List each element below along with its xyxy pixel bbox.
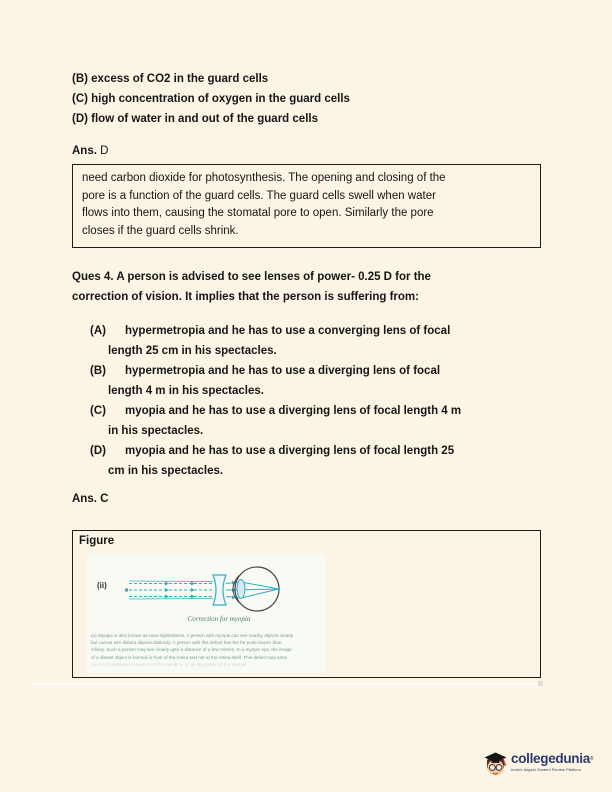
explanation-line: pore is a function of the guard cells. The guard cells swell when water bbox=[82, 189, 436, 202]
q4-option-a-text: hypermetropia and he has to use a converging lens of focal bbox=[125, 325, 451, 337]
q3-answer-line bbox=[72, 145, 108, 157]
incident-light-rays bbox=[129, 584, 213, 597]
q4-option-d-label: (D) bbox=[90, 445, 106, 457]
registered-mark: ® bbox=[589, 756, 594, 762]
question4-title bbox=[72, 267, 431, 307]
q4-option-d bbox=[72, 441, 461, 481]
figure-description-line: infinity. Such a person may see clearly upto a distance of a few metres. In a myopic eye, the image bbox=[91, 647, 292, 653]
q4-option-c bbox=[72, 401, 461, 441]
retina-focus-point bbox=[278, 588, 280, 590]
brand-name: collegedunia bbox=[511, 751, 590, 766]
q4-option-d-text: myopia and he has to use a diverging lens of focal length 25 bbox=[125, 445, 455, 457]
q4-option-b bbox=[72, 361, 461, 401]
explanation-line: closes if the guard cells shrink. bbox=[82, 224, 239, 237]
question3-options bbox=[72, 69, 350, 129]
eye-lens bbox=[237, 580, 245, 599]
page-separator-artifact bbox=[538, 681, 543, 686]
concave-lens bbox=[213, 575, 226, 605]
q4-option-c-label: (C) bbox=[90, 405, 106, 417]
q4-option-c-text2: in his spectacles. bbox=[108, 425, 204, 437]
q4-option-b-text: hypermetropia and he has to use a diverging lens of focal bbox=[125, 365, 441, 377]
q3-option-d: (D) flow of water in and out of the guard cells bbox=[72, 113, 318, 125]
myopia-correction-diagram bbox=[119, 562, 319, 622]
figure-description bbox=[91, 632, 323, 668]
object-point bbox=[125, 589, 128, 592]
collegedunia-mascot-icon bbox=[483, 749, 508, 779]
q4-option-b-text2: length 4 m in his spectacles. bbox=[108, 385, 264, 397]
q3-answer-label: Ans. bbox=[72, 145, 97, 157]
figure-description-line: (a) Myopia is also known as near-sightedness. A person with myopia can see nearby objects clearly bbox=[91, 633, 294, 638]
q4-option-b-label: (B) bbox=[90, 365, 106, 377]
q3-option-c: (C) high concentration of oxygen in the guard cells bbox=[72, 93, 350, 105]
figure-item-label: (ii) bbox=[97, 581, 107, 590]
page-separator-line bbox=[30, 683, 545, 685]
figure-caption: Correction for myopia bbox=[187, 615, 251, 623]
q4-answer-label: Ans. bbox=[72, 493, 97, 505]
figure-label: Figure bbox=[79, 535, 115, 547]
explanation-line: need carbon dioxide for photosynthesis. The opening and closing of the bbox=[82, 172, 446, 184]
q4-option-d-text2: cm in his spectacles. bbox=[108, 465, 224, 477]
figure-description-line: but cannot see distant objects distinctly. A person with this defect has the far point nearer than bbox=[91, 640, 282, 646]
collegedunia-logo bbox=[483, 749, 593, 779]
q4-title-line2: correction of vision. It implies that the person is suffering from: bbox=[72, 291, 419, 303]
q4-option-a-text2: length 25 cm in his spectacles. bbox=[108, 345, 277, 357]
figure-description-line: of a distant object is formed in front of the retina and not at the retina itself. This defect may arise bbox=[91, 654, 288, 660]
figure-image bbox=[87, 554, 325, 673]
q3-option-b: (B) excess of CO2 in the guard cells bbox=[72, 73, 269, 85]
q4-answer-line bbox=[72, 493, 108, 505]
question4-options bbox=[72, 321, 461, 481]
explanation-line: flows into them, causing the stomatal pore to open. Similarly the pore bbox=[82, 207, 434, 219]
q4-option-a bbox=[72, 321, 461, 361]
brand-tagline: India's largest Student Review Platform bbox=[511, 767, 582, 772]
q4-option-a-label: (A) bbox=[90, 325, 106, 337]
figure-description-line: due to (i) excessive curvature of the eye lens, or (ii) elongation of the eyeball. bbox=[91, 661, 248, 667]
q4-answer-value: C bbox=[100, 493, 109, 505]
q3-explanation-box bbox=[72, 164, 541, 248]
figure-box bbox=[72, 530, 541, 678]
q4-option-c-text: myopia and he has to use a diverging lens of focal length 4 m bbox=[125, 405, 462, 417]
q3-answer-value: D bbox=[100, 145, 109, 157]
q4-title-line1: Ques 4. A person is advised to see lenses of power- 0.25 D for the bbox=[72, 271, 431, 283]
